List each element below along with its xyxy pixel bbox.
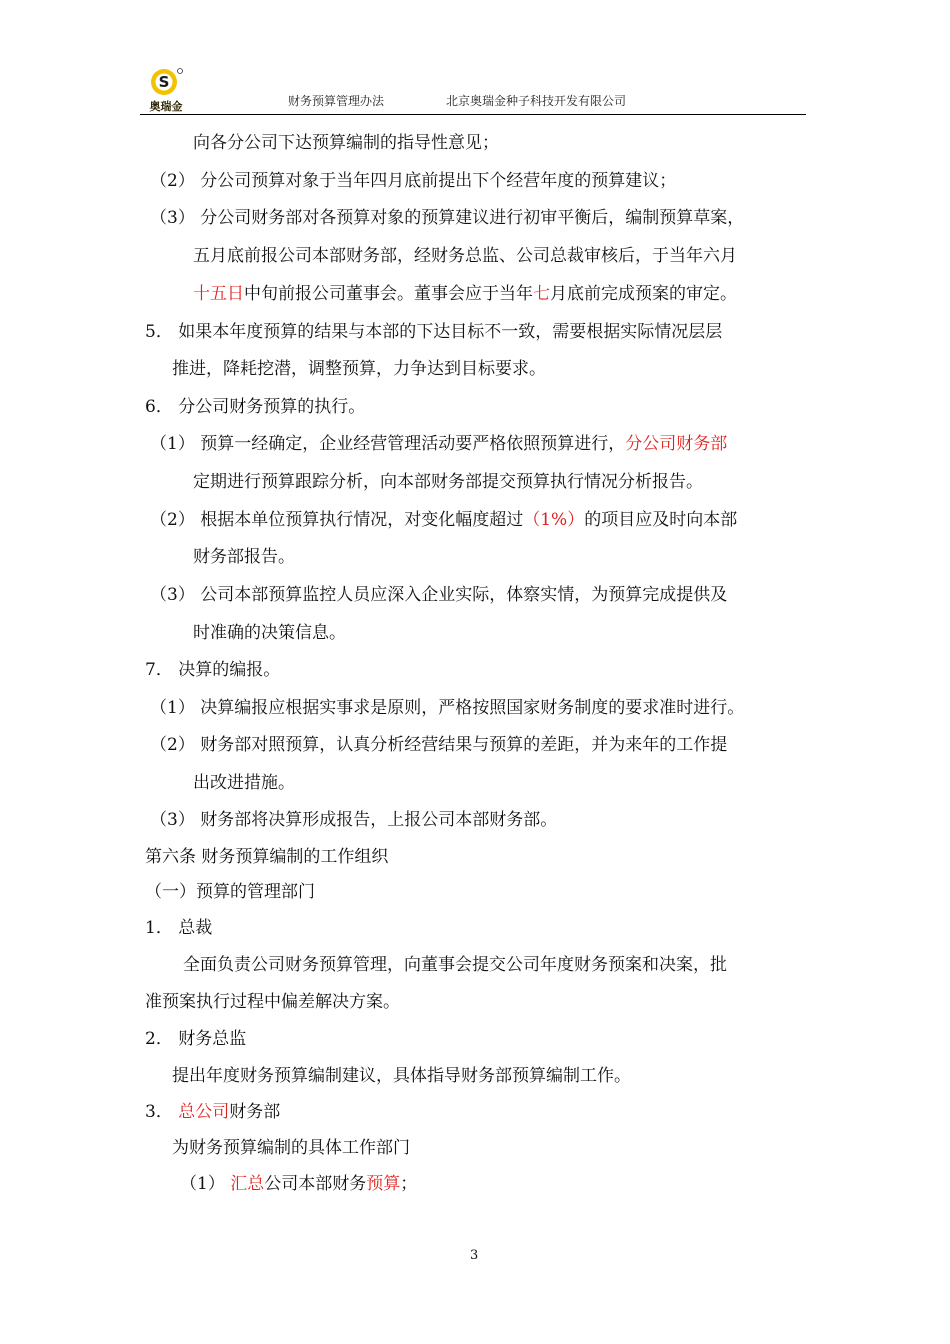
text-line: 推进，降耗挖潜，调整预算，力争达到目标要求。	[172, 359, 546, 379]
text-line	[145, 1101, 280, 1123]
text-span: 月底前完成预案的审定。	[550, 284, 737, 304]
text-line: （3） 公司本部预算监控人员应深入企业实际，体察实情，为预算完成提供及	[150, 585, 728, 605]
text-line: 准预案执行过程中偏差解决方案。	[145, 992, 400, 1012]
text-line: （2） 分公司预算对象于当年四月底前提出下个经营年度的预算建议；	[150, 171, 677, 191]
text-span: 中旬前报公司董事会。董事会应于当年	[244, 284, 533, 304]
highlight-text: 分公司财务部	[625, 434, 728, 454]
text-line: 向各分公司下达预算编制的指导性意见；	[193, 133, 499, 153]
highlight-text: （1%）	[523, 510, 585, 530]
highlight-text: 七	[533, 284, 550, 304]
company-logo	[140, 66, 192, 112]
text-line	[193, 283, 737, 305]
highlight-text: 汇总	[230, 1174, 265, 1194]
text-line	[150, 433, 727, 455]
text-line	[180, 1173, 417, 1195]
text-line: 提出年度财务预算编制建议，具体指导财务部预算编制工作。	[172, 1066, 631, 1086]
text-line: 为财务预算编制的具体工作部门	[172, 1138, 410, 1158]
text-span: ；	[400, 1174, 418, 1194]
page-number: 3	[470, 1248, 479, 1263]
logo-s-emblem-icon	[140, 66, 192, 100]
text-line: 时准确的决策信息。	[193, 623, 346, 643]
highlight-text: 十五日	[193, 284, 244, 304]
text-line: （3） 分公司财务部对各预算对象的预算建议进行初审平衡后，编制预算草案，	[150, 208, 745, 228]
logo-text: 奥瑞金	[149, 100, 183, 113]
text-line	[150, 509, 737, 531]
text-line: （1） 决算编报应根据实事求是原则，严格按照国家财务制度的要求准时进行。	[150, 698, 745, 718]
text-span: （1） 预算一经确定，企业经营管理活动要严格依照预算进行，	[150, 434, 626, 454]
text-line: 7． 决算的编报。	[145, 660, 281, 680]
text-span: 财务部	[229, 1102, 281, 1122]
text-line: 2． 财务总监	[145, 1029, 247, 1049]
text-line: （3） 财务部将决算形成报告，上报公司本部财务部。	[150, 810, 558, 830]
svg-text:S: S	[158, 73, 170, 91]
header-rule	[140, 114, 806, 115]
text-line: （2） 财务部对照预算，认真分析经营结果与预算的差距，并为来年的工作提	[150, 735, 728, 755]
text-line: 5． 如果本年度预算的结果与本部的下达目标不一致，需要根据实际情况层层	[145, 322, 723, 342]
text-span: 公司本部财务	[264, 1174, 367, 1194]
text-span: （2） 根据本单位预算执行情况，对变化幅度超过	[150, 510, 524, 530]
text-line: 全面负责公司财务预算管理，向董事会提交公司年度财务预案和决案，批	[183, 955, 727, 975]
section-heading: 第六条 财务预算编制的工作组织	[145, 847, 389, 867]
header-doc-title: 财务预算管理办法	[288, 94, 385, 108]
text-line: 6． 分公司财务预算的执行。	[145, 397, 366, 417]
text-line: 定期进行预算跟踪分析，向本部财务部提交预算执行情况分析报告。	[193, 472, 703, 492]
text-span: 的项目应及时向本部	[584, 510, 738, 530]
text-line: 财务部报告。	[193, 547, 295, 567]
text-span: 3．	[145, 1102, 179, 1122]
text-line: 出改进措施。	[193, 773, 295, 793]
subsection-heading: （一）预算的管理部门	[145, 882, 315, 902]
text-line: 1． 总裁	[145, 918, 213, 938]
header-company: 北京奥瑞金种子科技开发有限公司	[446, 94, 627, 108]
text-span: （1）	[180, 1174, 231, 1194]
highlight-text: 预算	[366, 1174, 401, 1194]
highlight-text: 总公司	[178, 1102, 230, 1122]
text-line: 五月底前报公司本部财务部，经财务总监、公司总裁审核后，于当年六月	[193, 246, 737, 266]
